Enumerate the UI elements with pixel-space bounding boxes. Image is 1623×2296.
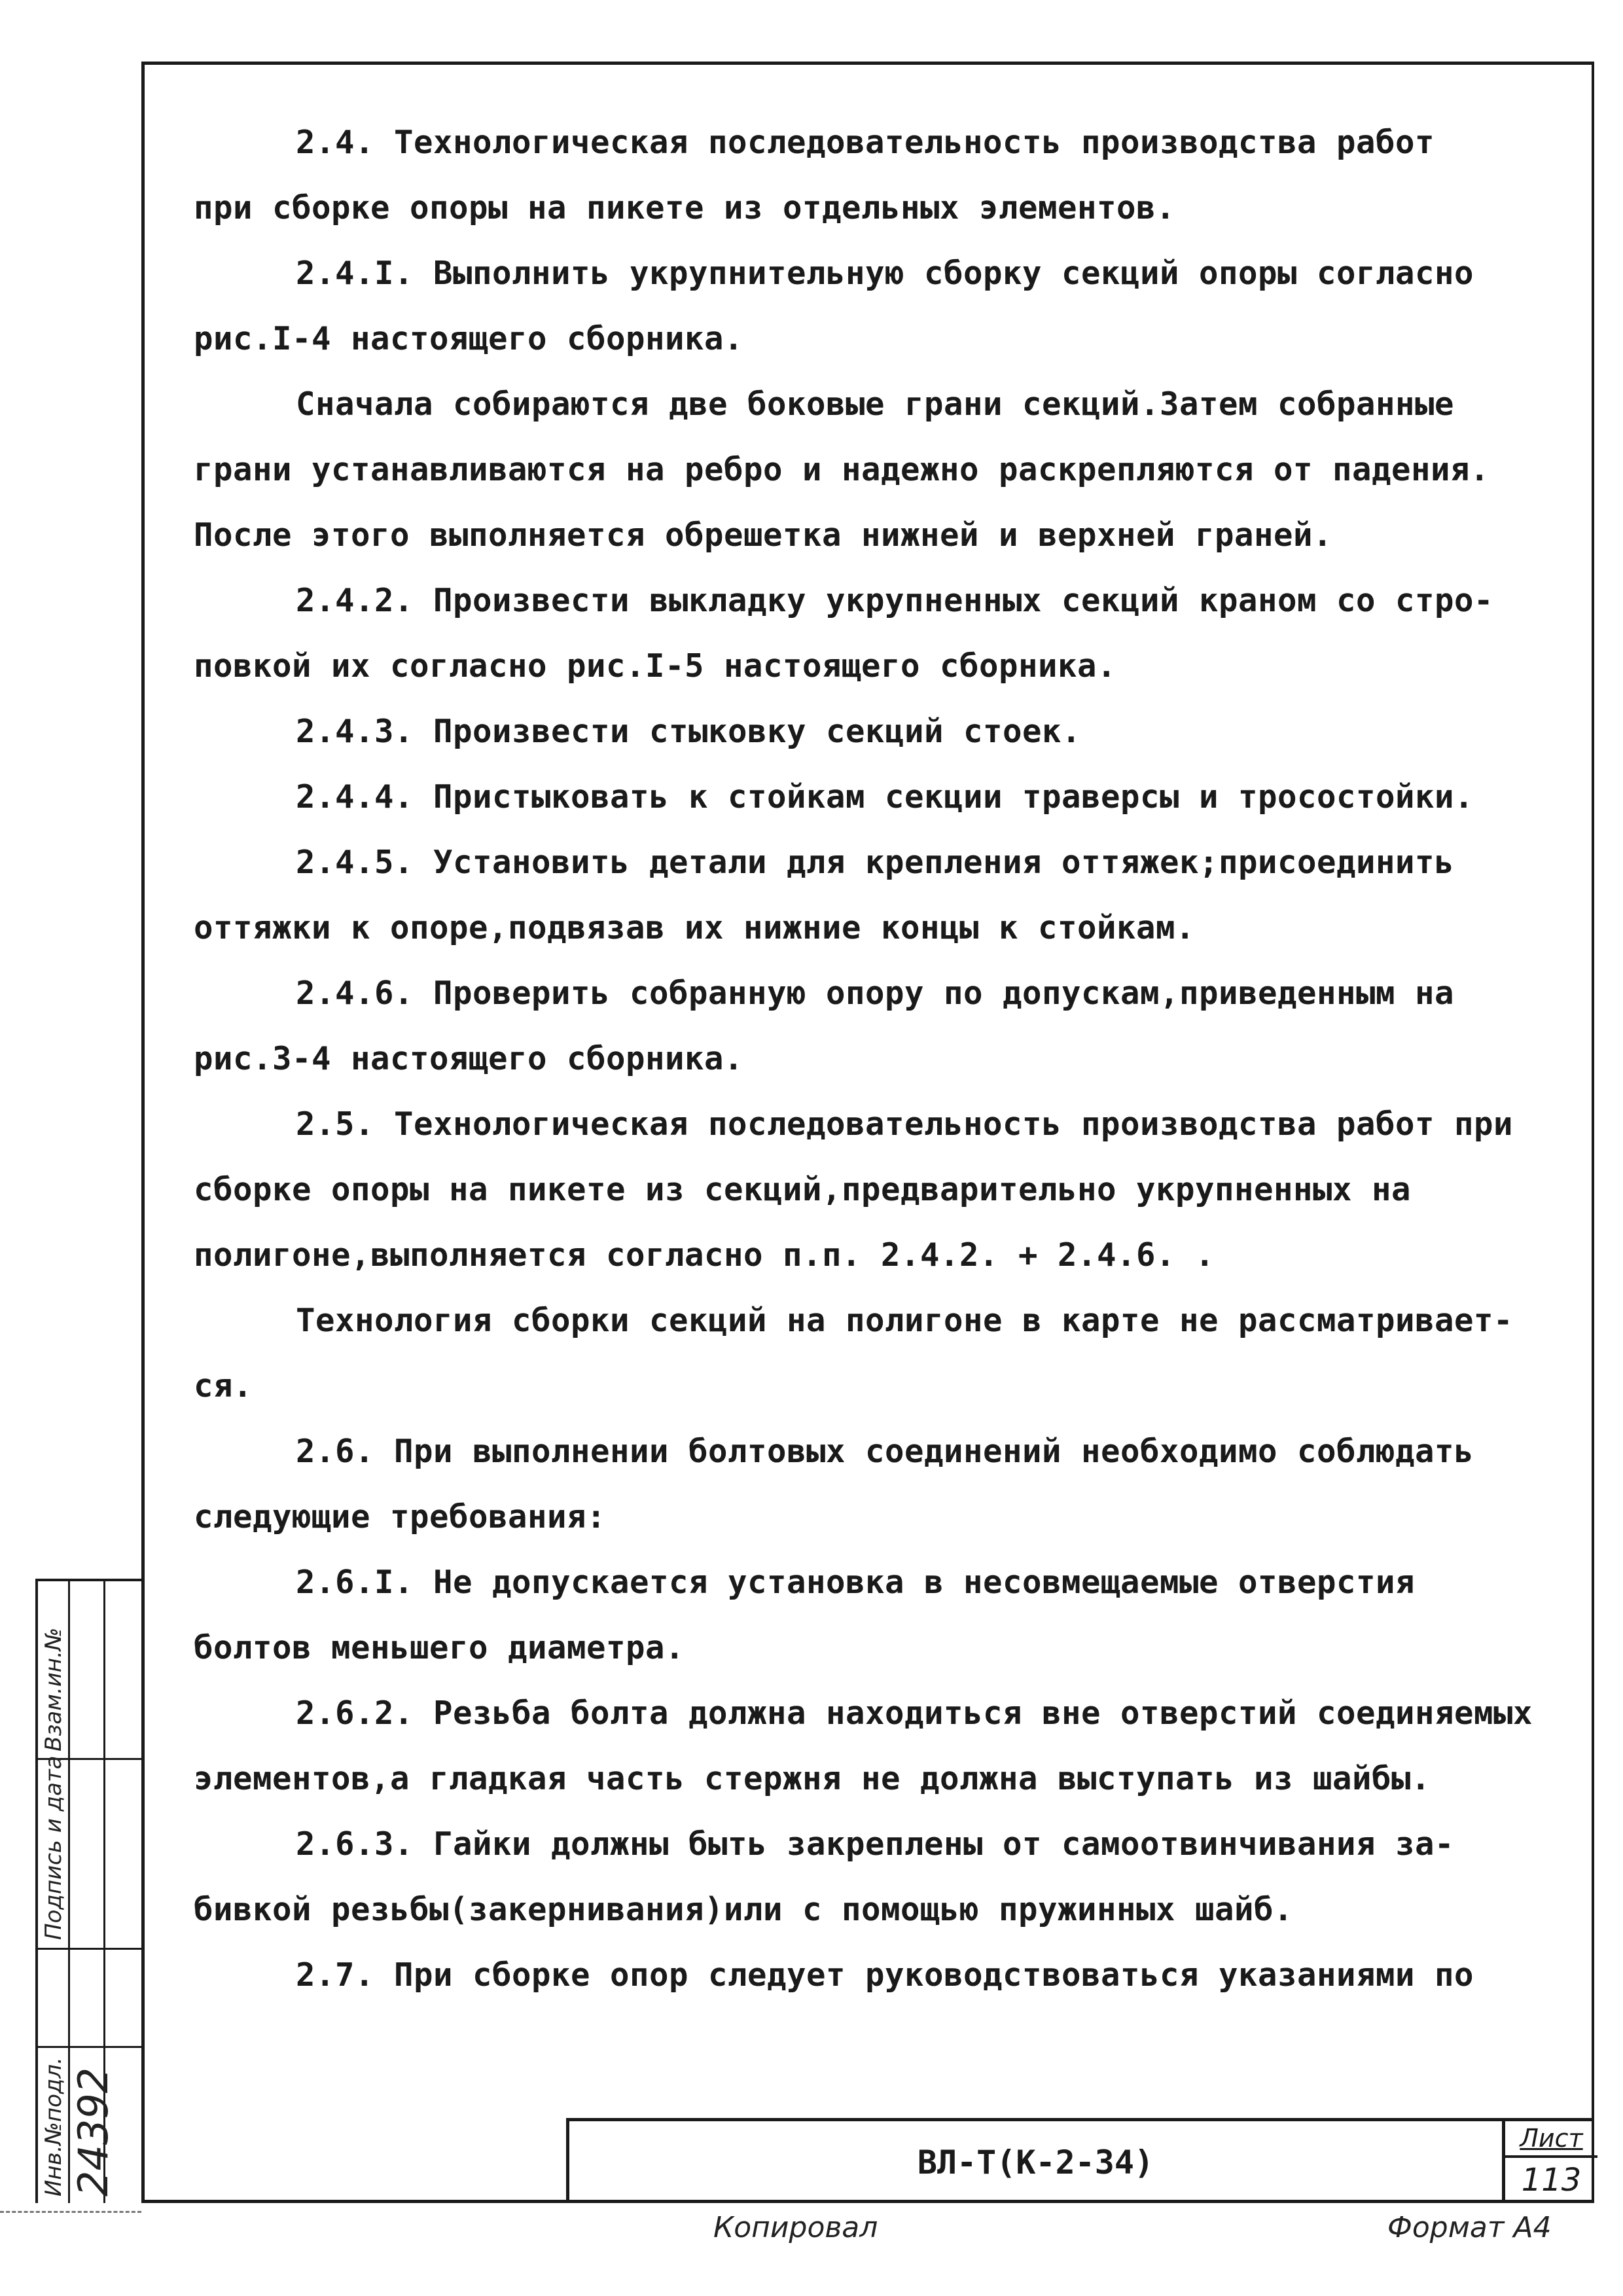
inv-number: 24392	[69, 2067, 117, 2197]
text-line: 2.4.I. Выполнить укрупнительную сборку секций опоры согласно	[296, 255, 1474, 292]
text-line: 2.7. При сборке опор следует руководствоваться указаниями по	[296, 1956, 1474, 1994]
text-line: Технология сборки секций на полигоне в карте не рассматривает-	[296, 1302, 1514, 1339]
text-line: После этого выполняется обрешетка нижней и верхней граней.	[194, 516, 1333, 554]
replace-label: Взам.ин.№	[41, 1627, 67, 1751]
text-line: бивкой резьбы(закернивания)или с помощью пружинных шайб.	[194, 1891, 1294, 1928]
paper-format: Формат А4	[1387, 2211, 1552, 2244]
text-line: 2.4.2. Произвести выкладку укрупненных секций краном со стро-	[296, 582, 1494, 619]
text-line: следующие требования:	[194, 1498, 607, 1535]
stamp-divider	[38, 2046, 141, 2048]
text-line: 2.4.5. Установить детали для крепления оттяжек;присоединить	[296, 844, 1455, 881]
text-line: рис.3-4 настоящего сборника.	[194, 1040, 744, 1077]
sign-label: Подпись и дата	[41, 1755, 67, 1940]
stamp-divider	[38, 1948, 141, 1950]
inv-label: Инв.№подл.	[41, 2057, 67, 2197]
side-stamp	[35, 1579, 141, 2203]
text-line: 2.5. Технологическая последовательность производства работ при	[296, 1105, 1514, 1143]
text-line: 2.6. При выполнении болтовых соединений необходимо соблюдать	[296, 1433, 1474, 1470]
text-line: полигоне,выполняется согласно п.п. 2.4.2. + 2.4.6. .	[194, 1236, 1215, 1274]
text-line: 2.6.2. Резьба болта должна находиться вне отверстий соединяемых	[296, 1695, 1533, 1732]
text-line: ся.	[194, 1367, 253, 1405]
text-line: грани устанавливаются на ребро и надежно раскрепляются от падения.	[194, 451, 1490, 488]
sheet-label: Лист	[1505, 2121, 1597, 2158]
title-block	[566, 2118, 1594, 2203]
text-line: 2.6.3. Гайки должны быть закреплены от самоотвинчивания за-	[296, 1825, 1455, 1863]
text-line: 2.4.4. Пристыковать к стойкам секции траверсы и тросостойки.	[296, 778, 1474, 816]
copied-by: Копировал	[713, 2211, 878, 2244]
document-body	[194, 110, 1575, 2008]
text-line: 2.4. Технологическая последовательность производства работ	[296, 124, 1435, 161]
text-line: болтов меньшего диаметра.	[194, 1629, 685, 1666]
text-line: Сначала собираются две боковые грани секций.Затем собранные	[296, 386, 1455, 423]
document-code: ВЛ-Т(К-2-34)	[917, 2143, 1154, 2181]
text-line: повкой их согласно рис.I-5 настоящего сборника.	[194, 647, 1117, 685]
text-line: рис.I-4 настоящего сборника.	[194, 320, 744, 357]
text-line: 2.4.3. Произвести стыковку секций стоек.	[296, 713, 1082, 750]
text-line: сборке опоры на пикете из секций,предварительно укрупненных на	[194, 1171, 1412, 1208]
text-line: 2.6.I. Не допускается установка в несовмещаемые отверстия	[296, 1564, 1416, 1601]
text-line: оттяжки к опоре,подвязав их нижние концы к стойкам.	[194, 909, 1196, 946]
text-line: 2.4.6. Проверить собранную опору по допускам,приведенным на	[296, 975, 1455, 1012]
sheet-cell	[1502, 2121, 1597, 2203]
text-line: элементов,а гладкая часть стержня не должна выступать из шайбы.	[194, 1760, 1431, 1797]
sheet-number: 113	[1521, 2162, 1582, 2198]
text-line: при сборке опоры на пикете из отдельных элементов.	[194, 189, 1176, 226]
footer-rule	[0, 2211, 141, 2213]
